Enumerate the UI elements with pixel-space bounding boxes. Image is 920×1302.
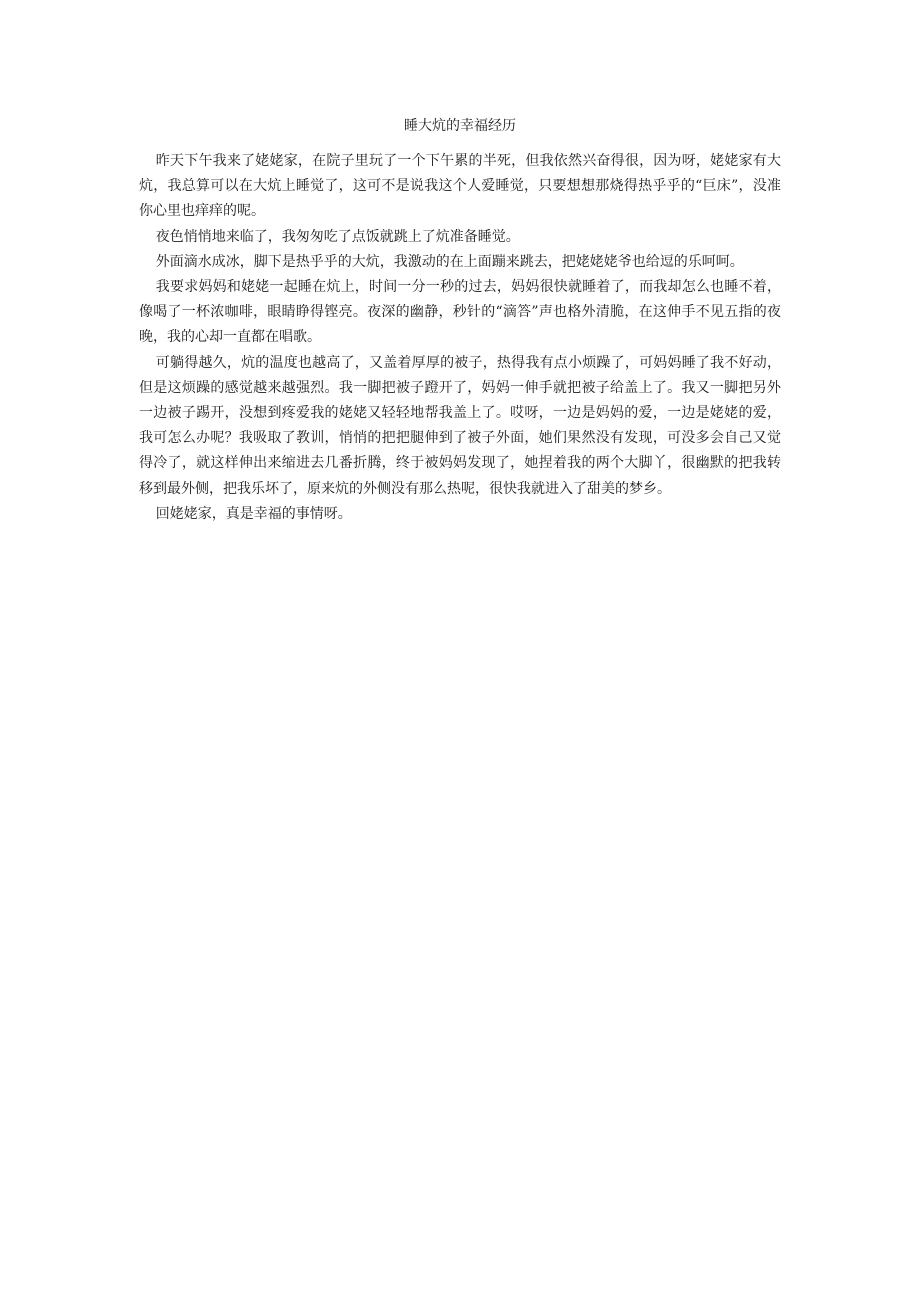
paragraph-6: 回姥姥家，真是幸福的事情呀。 xyxy=(155,505,352,522)
paragraph-4: 我要求妈妈和姥姥一起睡在炕上，时间一分一秒的过去，妈妈很快就睡着了，而我却怎么也睡不着，像喝了一杯浓咖啡，眼睛睁得铿亮。夜深的幽静，秒针的“滴答”声也格外清脆，在这伸手不见五指的夜晚，我的心却一直都在唱歌。 xyxy=(139,279,781,346)
paragraph-5: 可躺得越久，炕的温度也越高了，又盖着厚厚的被子，热得我有点小烦躁了，可妈妈睡了我不好动，但是这烦躁的感觉越来越强烈。我一脚把被子蹬开了，妈妈一伸手就把被子给盖上了。我又一脚把另外一边被子踢开，没想到疼爱我的姥姥又轻轻地帮我盖上了。哎呀，一边是妈妈的爱，一边是姥姥的爱，我可怎么办呢？我吸取了教训，悄悄的把把腿伸到了被子外面，她们果然没有发现，可没多会自己又觉得冷了，就这样伸出来缩进去几番折腾，终于被妈妈发现了，她捏着我的两个大脚丫，很幽默的把我转移到最外侧，把我乐坏了，原来炕的外侧没有那么热呢，很快我就进入了甜美的梦乡。 xyxy=(139,354,781,497)
paragraph-2: 夜色悄悄地来临了，我匆匆吃了点饭就跳上了炕准备睡觉。 xyxy=(155,228,520,245)
paragraph-3: 外面滴水成冰，脚下是热乎乎的大炕，我激动的在上面蹦来跳去，把姥姥姥爷也给逗的乐呵呵。 xyxy=(155,253,744,270)
document-body xyxy=(139,149,781,527)
paragraph-1: 昨天下午我来了姥姥家，在院子里玩了一个下午累的半死，但我依然兴奋得很，因为呀，姥姥家有大炕，我总算可以在大炕上睡觉了，这可不是说我这个人爱睡觉，只要想想那烧得热乎乎的“巨床”，没准你心里也痒痒的呢。 xyxy=(139,153,781,220)
document-title: 睡大炕的幸福经历 xyxy=(404,118,516,134)
